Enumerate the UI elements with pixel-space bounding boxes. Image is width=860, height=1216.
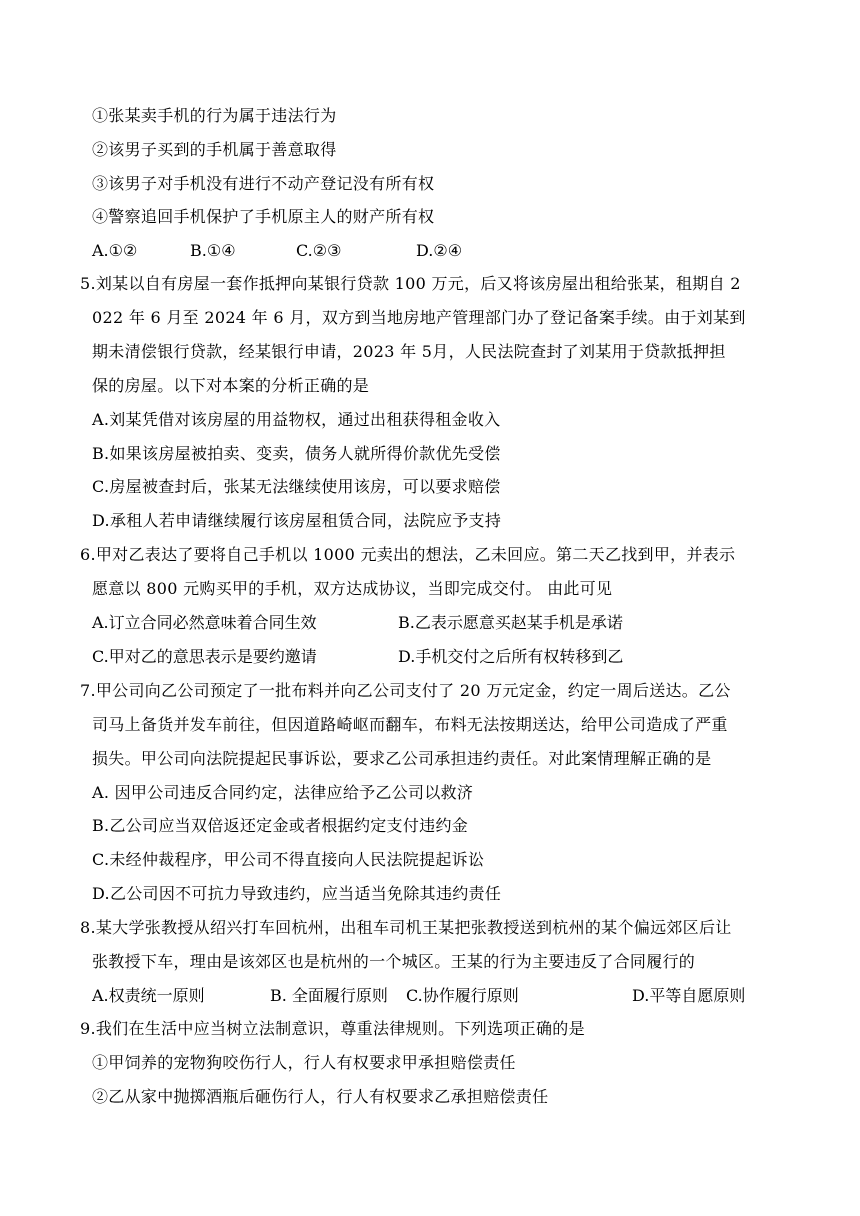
q8-option-c: C.协作履行原则 xyxy=(406,986,519,1005)
q8-option-d: D.平等自愿原则 xyxy=(632,986,746,1005)
q4-option-a: A.①② xyxy=(92,241,138,260)
q7-stem-line-1: 7.甲公司向乙公司预定了一批布料并向乙公司支付了 20 万元定金，约定一周后送达。乙公 xyxy=(80,681,731,700)
q8-option-a: A.权责统一原则 xyxy=(92,986,205,1005)
q5-option-c: C.房屋被查封后，张某无法继续使用该房，可以要求赔偿 xyxy=(92,477,501,496)
q8-stem-line-2: 张教授下车，理由是该郊区也是杭州的一个城区。王某的行为主要违反了合同履行的 xyxy=(92,952,696,971)
q8-stem-line-1: 8.某大学张教授从绍兴打车回杭州，出租车司机王某把张教授送到杭州的某个偏远郊区后让 xyxy=(80,918,732,937)
q7-stem-line-3: 损失。甲公司向法院提起民事诉讼，要求乙公司承担违约责任。对此案情理解正确的是 xyxy=(92,749,712,768)
q4-option-c: C.②③ xyxy=(296,241,342,260)
q5-stem-line-4: 保的房屋。以下对本案的分析正确的是 xyxy=(92,376,370,395)
q4-statement-3: ③该男子对手机没有进行不动产登记没有所有权 xyxy=(92,174,435,193)
q5-option-d: D.承租人若申请继续履行该房屋租赁合同，法院应予支持 xyxy=(92,511,502,530)
q6-option-a: A.订立合同必然意味着合同生效 xyxy=(92,613,317,632)
q4-statement-4: ④警察追回手机保护了手机原主人的财产所有权 xyxy=(92,207,435,226)
q6-option-d: D.手机交付之后所有权转移到乙 xyxy=(398,647,624,666)
q5-stem-line-3: 期未清偿银行贷款，经某银行申请，2023 年 5月，人民法院查封了刘某用于贷款抵押担 xyxy=(92,342,726,361)
q9-statement-2: ②乙从家中抛掷酒瓶后砸伤行人，行人有权要求乙承担赔偿责任 xyxy=(92,1087,549,1106)
q7-option-a: A. 因甲公司违反合同约定，法律应给予乙公司以救济 xyxy=(92,783,474,802)
q7-stem-line-2: 司马上备货并发车前往，但因道路崎岖而翻车，布料无法按期送达，给甲公司造成了严重 xyxy=(92,715,728,734)
q7-option-b: B.乙公司应当双倍返还定金或者根据约定支付违约金 xyxy=(92,816,469,835)
q6-stem-line-1: 6.甲对乙表达了要将自己手机以 1000 元卖出的想法，乙未回应。第二天乙找到甲，并表示 xyxy=(80,545,736,564)
q5-option-b: B.如果该房屋被拍卖、变卖，债务人就所得价款优先受偿 xyxy=(92,444,501,463)
q7-option-c: C.未经仲裁程序，甲公司不得直接向人民法院提起诉讼 xyxy=(92,850,485,869)
q4-option-b: B.①④ xyxy=(190,241,236,260)
q9-stem: 9.我们在生活中应当树立法制意识，尊重法律规则。下列选项正确的是 xyxy=(80,1019,585,1038)
q6-option-c: C.甲对乙的意思表示是要约邀请 xyxy=(92,647,317,666)
q4-option-d: D.②④ xyxy=(416,241,463,260)
q5-stem-line-1: 5.刘某以自有房屋一套作抵押向某银行贷款 100 万元，后又将该房屋出租给张某，租期自 2 xyxy=(80,274,741,293)
q6-stem-line-2: 愿意以 800 元购买甲的手机，双方达成协议，当即完成交付。 由此可见 xyxy=(92,579,613,598)
q5-stem-line-2: 022 年 6 月至 2024 年 6 月，双方到当地房地产管理部门办了登记备案手续。由于刘某到 xyxy=(92,308,746,327)
q8-option-b: B. 全面履行原则 xyxy=(270,986,388,1005)
q6-option-b: B.乙表示愿意买赵某手机是承诺 xyxy=(398,613,623,632)
q7-option-d: D.乙公司因不可抗力导致违约，应当适当免除其违约责任 xyxy=(92,884,502,903)
q5-option-a: A.刘某凭借对该房屋的用益物权，通过出租获得租金收入 xyxy=(92,410,501,429)
q4-statement-1: ①张某卖手机的行为属于违法行为 xyxy=(92,106,337,125)
q9-statement-1: ①甲饲养的宠物狗咬伤行人，行人有权要求甲承担赔偿责任 xyxy=(92,1053,516,1072)
q4-statement-2: ②该男子买到的手机属于善意取得 xyxy=(92,140,337,159)
